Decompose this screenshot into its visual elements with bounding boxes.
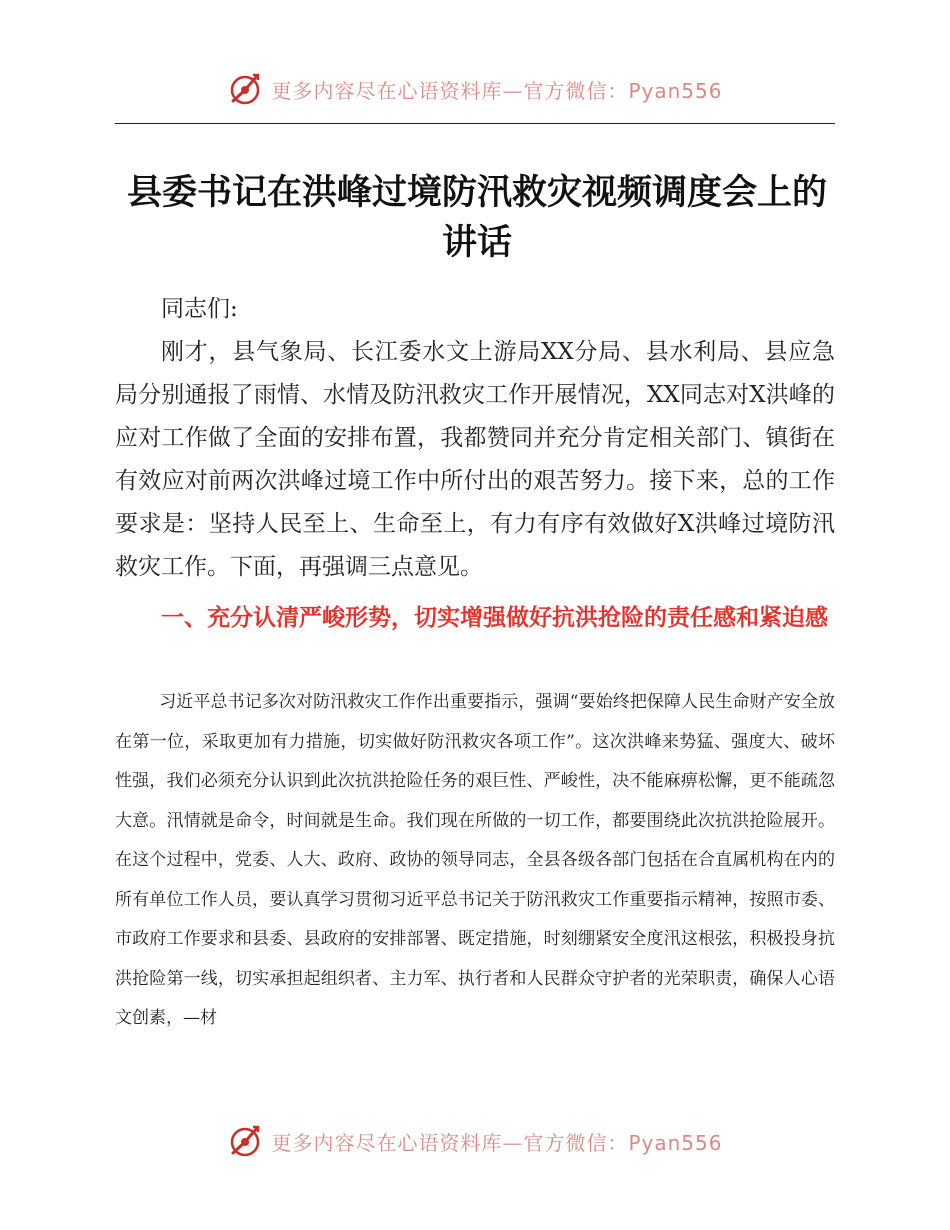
section-heading: 一、充分认清严峻形势，切实增强做好抗洪抢险的责任感和紧迫感 [161, 605, 828, 631]
header-watermark [0, 64, 950, 114]
logo-icon [227, 1123, 263, 1159]
footer-watermark [0, 1116, 950, 1166]
intro-paragraph: 刚才，县气象局、长江委水文上游局XX分局、县水利局、县应急局分别通报了雨情、水情及防汛救灾工作开展情况，XX同志对X洪峰的应对工作做了全面的安排布置，我都赞同并充分肯定相关部门、镇街在有效应对前两次洪峰过境工作中所付出的艰苦努力。接下来，总的工作要求是：坚持人民至上、生命至上，有力有序有效做好X洪峰过境防汛救灾工作。下面，再强调三点意见。 [115, 339, 835, 580]
section-body: 习近平总书记多次对防汛救灾工作作出重要指示，强调“要始终把保障人民生命财产安全放在第一位，采取更加有力措施，切实做好防汛救灾各项工作”。这次洪峰来势猛、强度大、破坏性强，我们必须充分认识到此次抗洪抢险任务的艰巨性、严峻性，决不能麻痹松懈，更不能疏忽大意。汛情就是命令，时间就是生命。我们现在所做的一切工作，都要围绕此次抗洪抢险展开。在这个过程中，党委、人大、政府、政协的领导同志，全县各级各部门包括在合直属机构在内的所有单位工作人员，要认真学习贯彻习近平总书记关于防汛救灾工作重要指示精神，按照市委、市政府工作要求和县委、县政府的安排部署、既定措施，时刻绷紧安全度汛这根弦，积极投身抗洪抢险第一线，切实承担起组织者、主力军、执行者和人民群众守护者的光荣职责，确保人心语文创素，—材 [115, 692, 835, 1028]
logo-icon [227, 71, 263, 107]
salutation: 同志们: [161, 296, 238, 322]
document-title: 县委书记在洪峰过境防汛救灾视频调度会上的讲话 [126, 173, 827, 263]
header-rule [115, 123, 835, 124]
watermark-text: 更多内容尽在心语资料库—官方微信：Pyan556 [271, 1130, 723, 1155]
watermark-text: 更多内容尽在心语资料库—官方微信：Pyan556 [271, 78, 723, 103]
speech-opening [115, 288, 835, 589]
